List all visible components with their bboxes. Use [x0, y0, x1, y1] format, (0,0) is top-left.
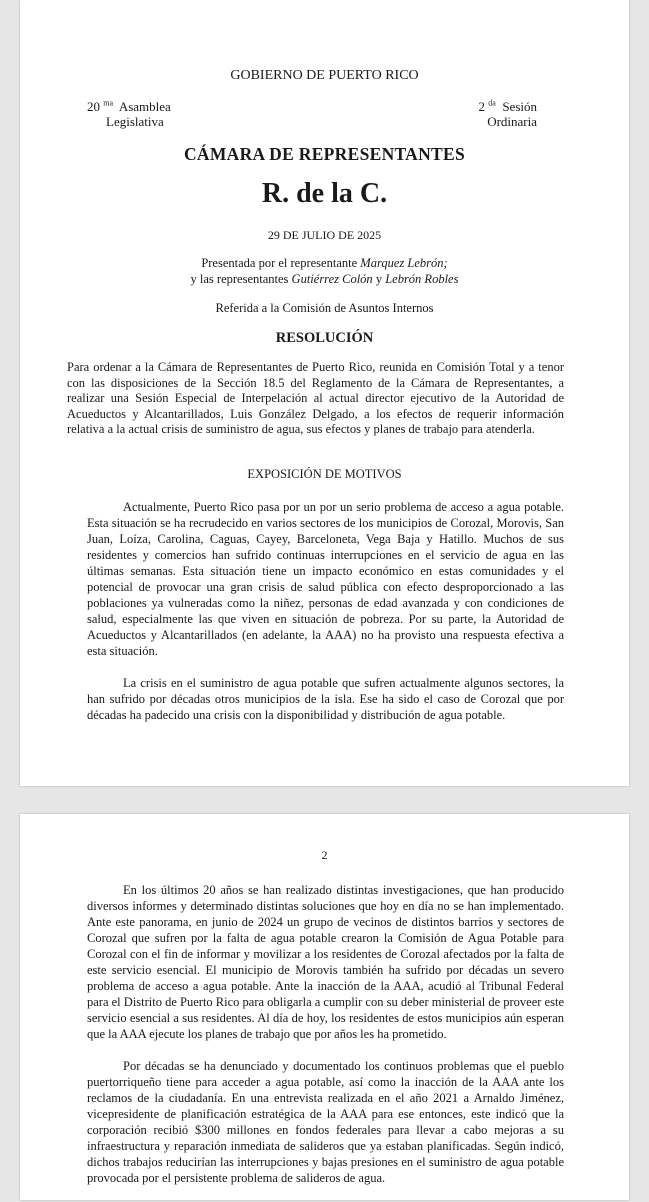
page-number: 2 [321, 848, 328, 862]
presented-by [20, 255, 629, 287]
session-line1: Sesión [502, 99, 537, 114]
assembly-ordinal: ma [103, 98, 114, 108]
paragraph: La crisis en el suministro de agua potable que sufren actualmente algunos sectores, la han sufrido por décadas otros municipios de la isla. Ese ha sido el caso de Corozal que por décadas ha padecido una crisis con la disponibilidad y distribución de agua potable. [87, 676, 564, 722]
presented-line2-prefix: y las representantes [190, 272, 292, 286]
session-line2: Ordinaria [487, 114, 537, 129]
presented-rep3: Lebrón Robles [385, 272, 459, 286]
assembly-line1: Asamblea [118, 99, 171, 114]
session-ordinal: da [488, 98, 496, 108]
presented-and: y [372, 272, 386, 286]
assembly-label [87, 99, 171, 129]
presented-rep2: Gutiérrez Colón [291, 272, 373, 286]
resolution-title-text: Para ordenar a la Cámara de Representantes de Puerto Rico, reunida en Comisión Total y a tenor con las disposiciones de la Sección 18.5 del Reglamento de la Cámara de Representantes, a realizar una Sesión Especial de Interpelación al actual director ejecutivo de la Autoridad de Acueductos y Alcantarillados, Luis González Delgado, a los efectos de requerir información relativa a la actual crisis de suministro de agua, sus efectos y planes de trabajo para atenderla. [67, 360, 564, 436]
section-heading: EXPOSICIÓN DE MOTIVOS [247, 467, 402, 481]
session-label [479, 99, 537, 129]
referred-to: Referida a la Comisión de Asuntos Internos [215, 301, 434, 315]
measure-title: R. de la C. [261, 178, 388, 209]
chamber-title: CÁMARA DE REPRESENTANTES [183, 144, 466, 164]
paragraph: Actualmente, Puerto Rico pasa por un por un serio problema de acceso a agua potable. Esta situación se ha recrudecido en varios sectores de los municipios de Corozal, Morovis, San Juan, Loíza, Carolina, Caguas, Cayey, Barceloneta, Vega Baja y Hatillo. Muchos de sus residentes y comercios han sufrido continuas interrupciones en el servicio de agua en las últimas semanas. Esta situación tiene un impacto económico en estas comunidades y el potencial de provocar una gran crisis de salud pública con efecto desproporcionado a las poblaciones ya vulneradas como la niñez, personas de edad avanzada y con condiciones de salud, especialmente las que viven en situación de pobreza. Por su parte, la Autoridad de Acueductos y Alcantarillados (en adelante, la AAA) no ha provisto una respuesta efectiva a esta situación. [87, 500, 564, 658]
presented-prefix: Presentada por el representante [201, 256, 361, 270]
paragraph: En los últimos 20 años se han realizado distintas investigaciones, que han producido diversos informes y determinado distintas soluciones que hoy en día no se han implementado. Ante este panorama, en junio de 2024 un grupo de vecinos de distintos barrios y sectores de Corozal que sufren por la falta de agua potable crearon la Comisión de Agua Potable para Corozal con el fin de informar y movilizar a los residentes de Corozal afectados por la falta de este servicio esencial. El municipio de Morovis también ha sufrido por décadas un severo problema de acceso a agua potable. Ante la inacción de la AAA, acudió al Tribunal Federal para el Distrito de Puerto Rico para obligarla a cumplir con su deber ministerial de proveer este servicio esencial a sus residentes. Al día de hoy, los residentes de estos municipios aún esperan que la AAA ejecute los planes de trabajo que por años les ha prometido. [87, 883, 564, 1041]
assembly-number: 20 [87, 99, 100, 114]
page2-body [87, 882, 564, 1202]
resolution-title [67, 360, 564, 438]
paragraph: Por décadas se ha denunciado y documentado los continuos problemas que el pueblo puertorriqueño tiene para acceder a agua potable, así como la inacción de la AAA ante los reclamos de la ciudadanía. En una entrevista realizada en el año 2021 a Arnaldo Jiménez, vicepresidente de planificación estratégica de la AAA para ese entonces, este indicó que la corporación recibió $300 millones en fondos federales para llevar a cabo mejoras a su infraestructura y reparación inmediata de salideros que ya estaban planificadas. Según indicó, dichos trabajos reducirían las interrupciones y bajas presiones en el suministro de agua potable provocada por el persistente problema de salideros de agua. [87, 1059, 564, 1185]
assembly-line2: Legislativa [106, 114, 164, 129]
document-page-1 [20, 0, 629, 786]
session-number: 2 [478, 99, 486, 114]
page1-body [87, 499, 564, 739]
presented-rep: Marquez Lebrón [360, 256, 444, 270]
measure-date: 29 DE JULIO DE 2025 [267, 228, 382, 242]
government-heading: GOBIERNO DE PUERTO RICO [230, 68, 419, 83]
presented-semicolon: ; [443, 256, 448, 270]
document-type: RESOLUCIÓN [275, 330, 374, 346]
